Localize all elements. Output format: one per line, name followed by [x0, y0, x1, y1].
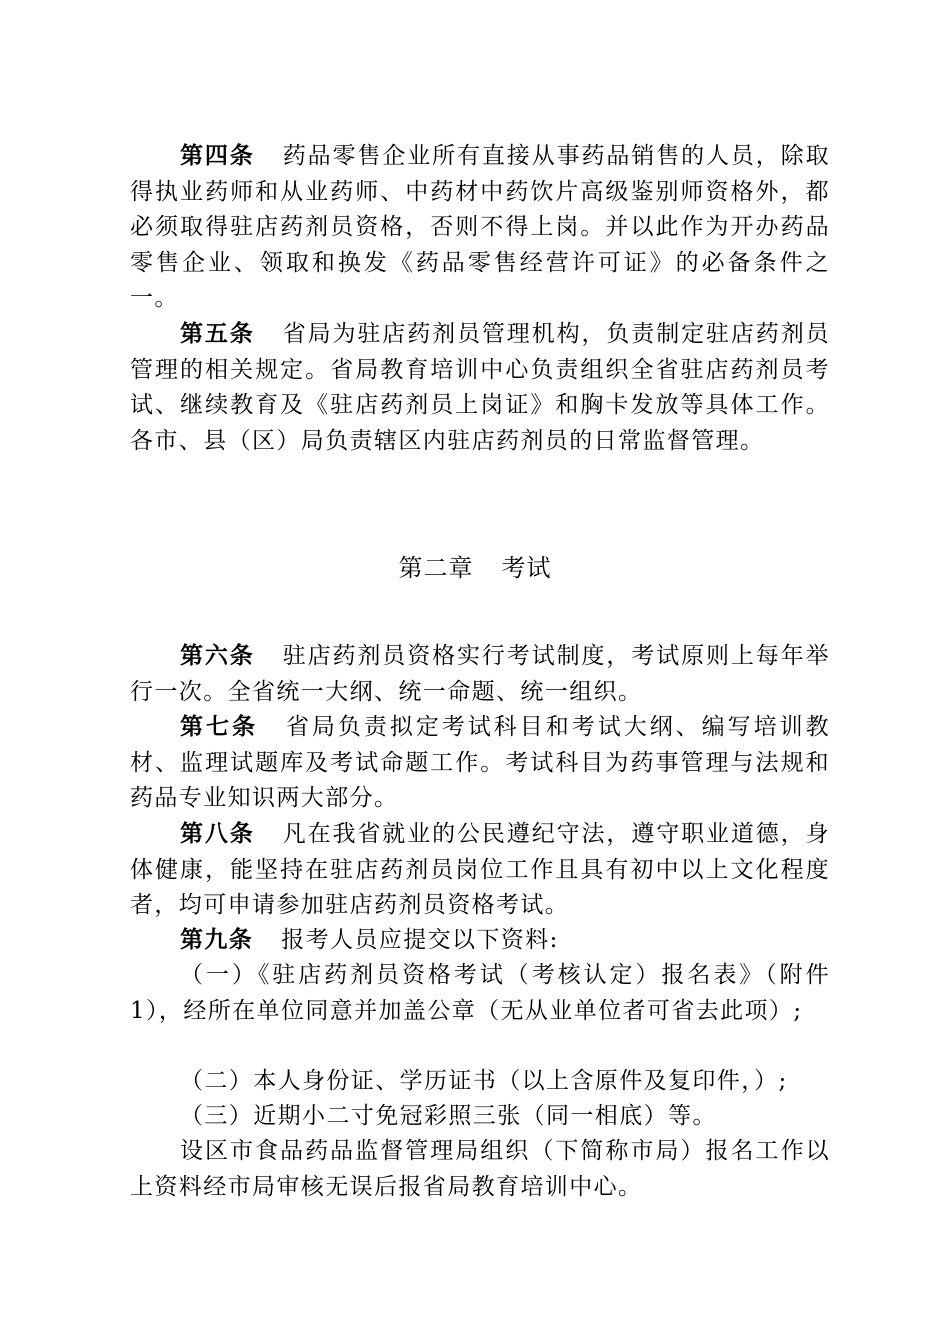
article-9-label: 第九条 [180, 926, 254, 953]
article-9-item-1: （一）《驻店药剂员资格考试（考核认定）报名表》（附件1），经所在单位同意并加盖公章（无从业单位者可省去此项）; [130, 962, 830, 1024]
article-6-text: 驻店药剂员资格实行考试制度，考试原则上每年举行一次。全省统一大纲、统一命题、统一组织。 [130, 643, 830, 705]
article-6-label: 第六条 [180, 642, 255, 669]
chapter-number: 第二章 [398, 554, 474, 582]
chapter-heading [0, 548, 950, 583]
chapter-title: 考试 [501, 554, 552, 582]
article-7 [130, 709, 830, 817]
article-9-text: 报考人员应提交以下资料: [281, 927, 559, 953]
article-8-text: 凡在我省就业的公民遵纪守法，遵守职业道德，身体健康，能坚持在驻店药剂员岗位工作且具有初中以上文化程度者，均可申请参加驻店药剂员资格考试。 [130, 821, 830, 919]
article-7-text: 省局负责拟定考试科目和考试大纲、编写培训教材、监理试题库及考试命题工作。考试科目为药事管理与法规和药品专业知识两大部分。 [130, 714, 830, 812]
article-9 [130, 922, 830, 959]
article-7-label: 第七条 [180, 713, 258, 740]
article-9-item-2: （二）本人身份证、学历证书（以上含原件及复印件，）; [180, 1068, 788, 1094]
closing-paragraph: 设区市食品药品监督管理局组织（下简称市局）报名工作以上资料经市局审核无误后报省局教育培训中心。 [130, 1138, 830, 1200]
article-5-label: 第五条 [180, 320, 255, 347]
article-8-label: 第八条 [180, 820, 255, 847]
article-4 [130, 138, 830, 317]
article-5 [130, 316, 830, 459]
article-9-item-3: （三）近期小二寸免冠彩照三张（同一相底）等。 [180, 1103, 717, 1129]
article-5-text: 省局为驻店药剂员管理机构，负责制定驻店药剂员管理的相关规定。省局教育培训中心负责组织全省驻店药剂员考试、继续教育及《驻店药剂员上岗证》和胸卡发放等具体工作。各市、县（区）局负责辖区内驻店药剂员的日常监督管理。 [130, 321, 830, 454]
article-4-label: 第四条 [180, 142, 255, 169]
article-6 [130, 638, 830, 710]
article-4-text: 药品零售企业所有直接从事药品销售的人员，除取得执业药师和从业药师、中药材中药饮片高级鉴别师资格外，都必须取得驻店药剂员资格，否则不得上岗。并以此作为开办药品零售企业、领取和换发《药品零售经营许可证》的必备条件之一。 [130, 143, 830, 312]
article-8 [130, 816, 830, 924]
